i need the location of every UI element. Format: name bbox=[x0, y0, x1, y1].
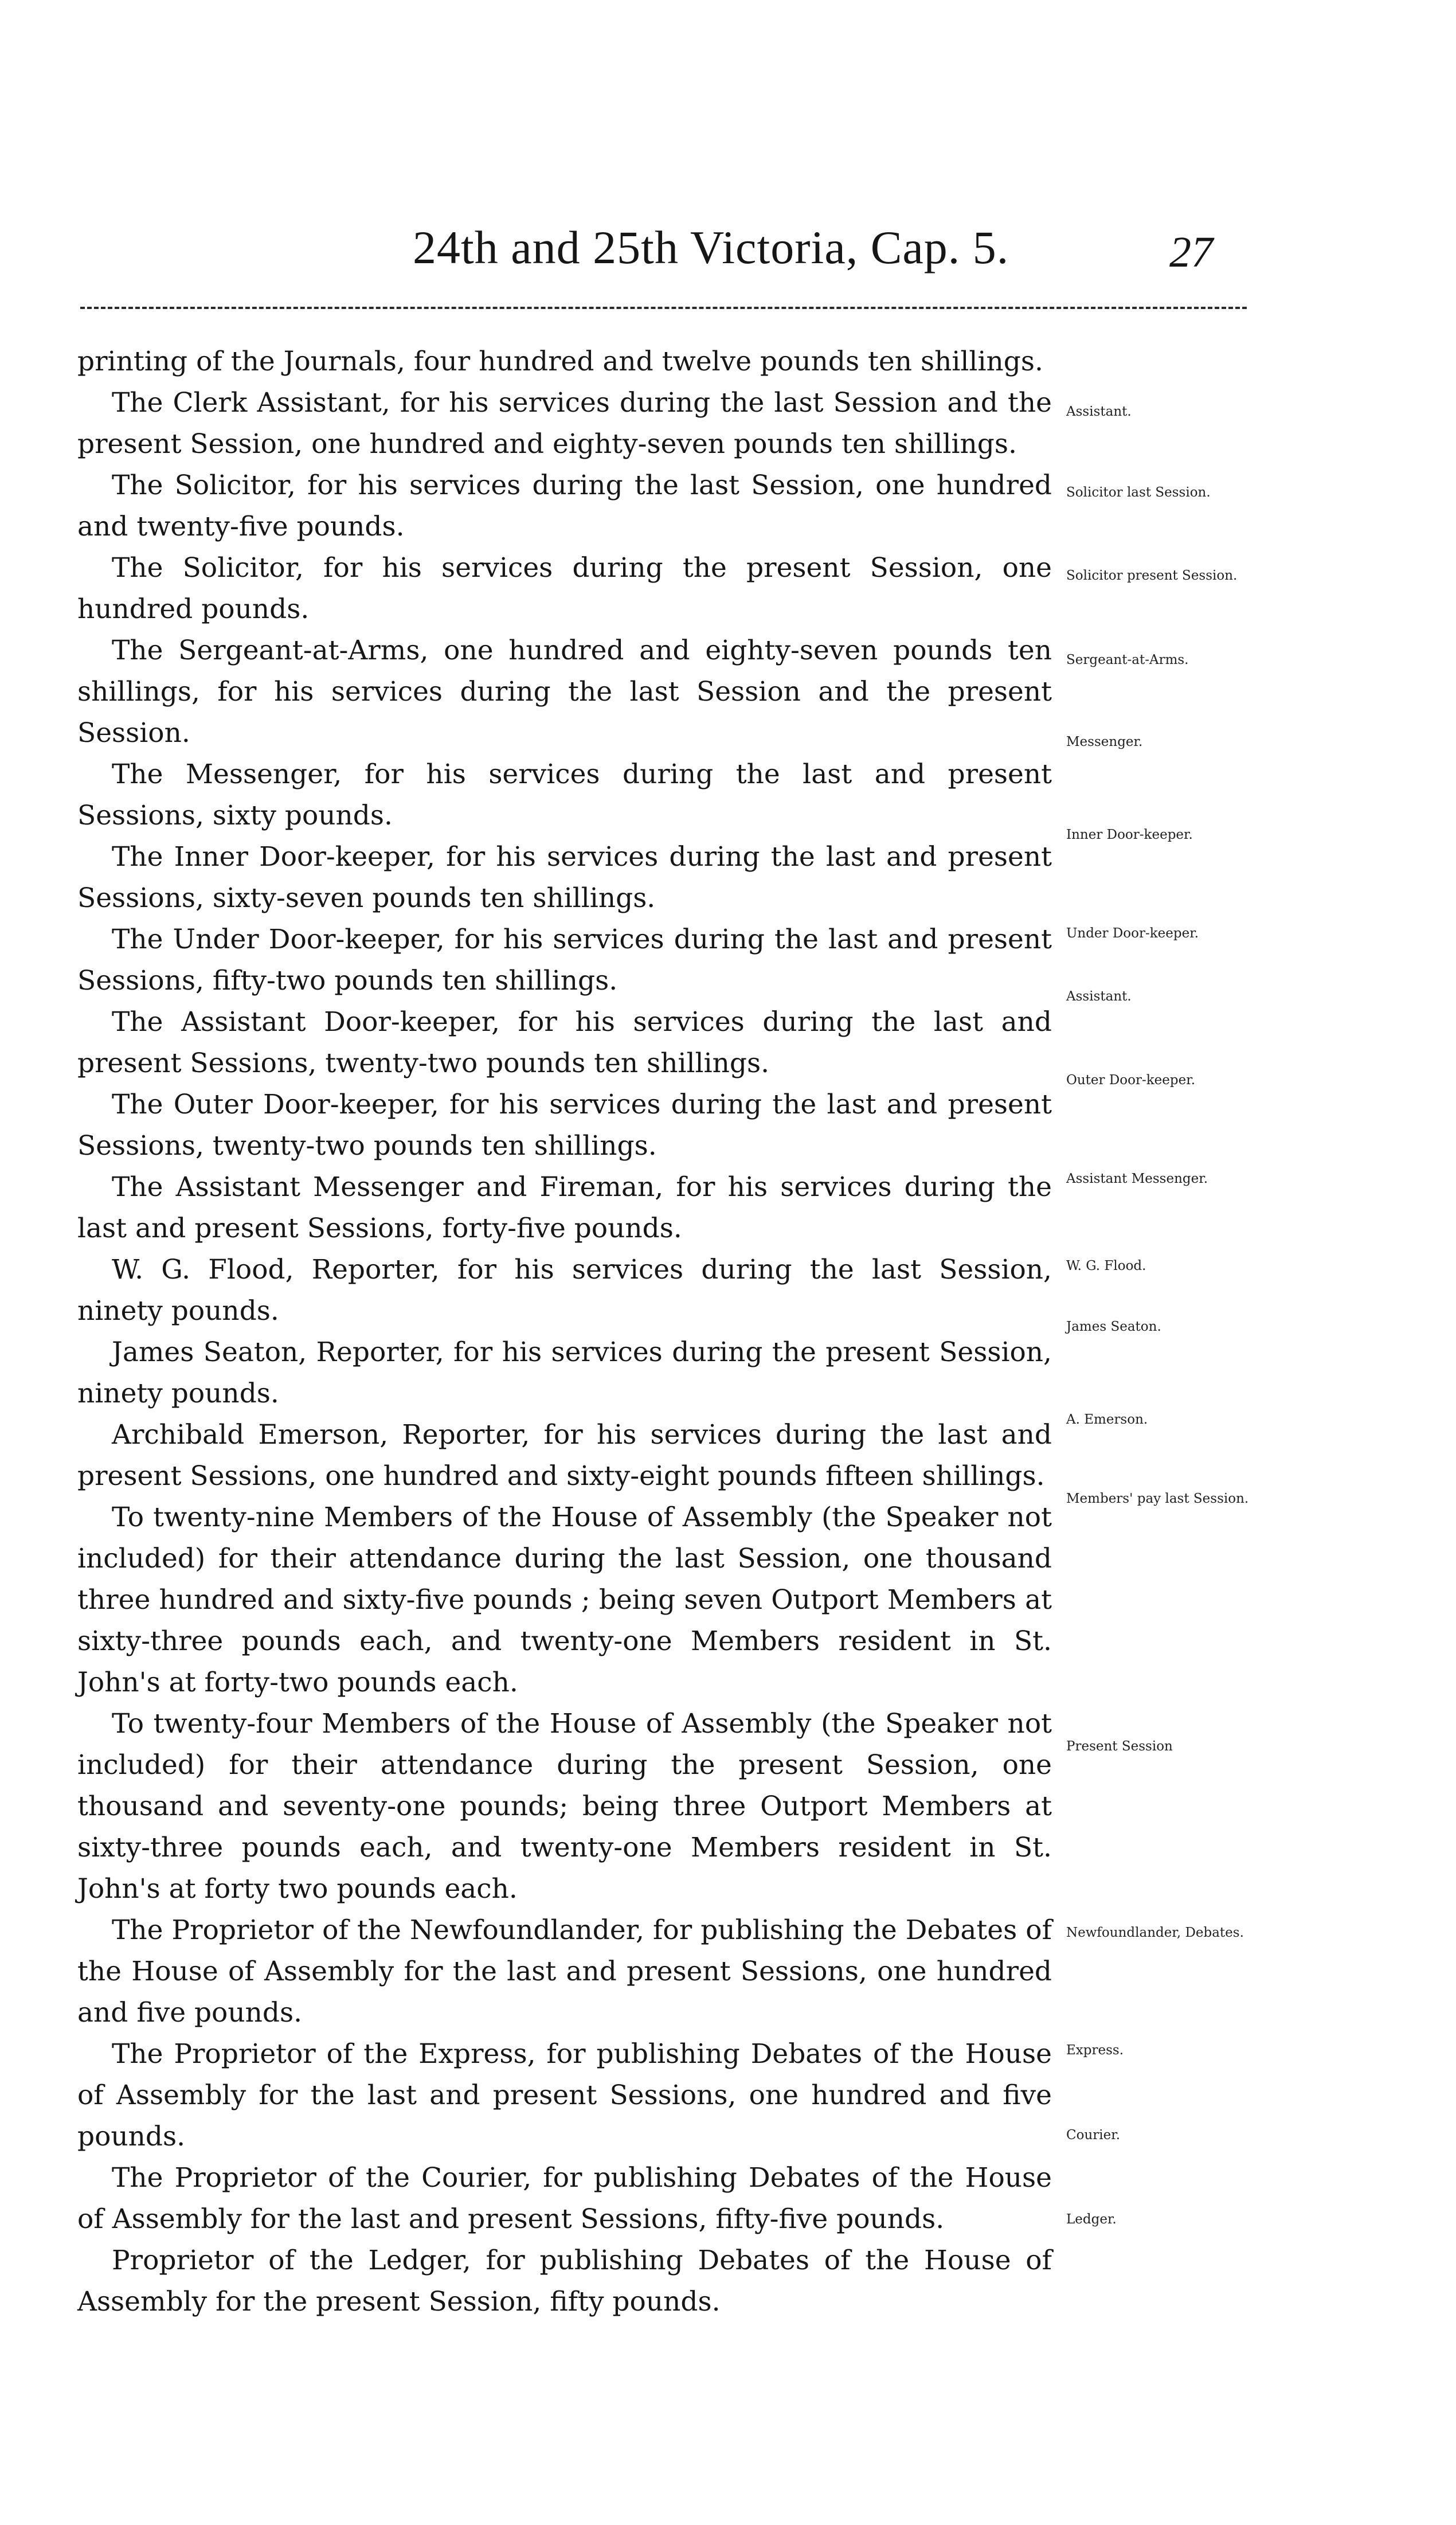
paragraph-seaton: James Seaton, Reporter, for his services during the present Session, ninety pounds. bbox=[77, 1336, 1052, 1409]
margin-note-express: Express. bbox=[1066, 2043, 1124, 2058]
margin-note-seaton: James Seaton. bbox=[1066, 1319, 1161, 1334]
paragraph-solicitor-last: The Solicitor, for his services during the last Session, one hundred and twenty-five pounds. bbox=[77, 470, 1052, 542]
margin-note-sergeant-at-arms: Sergeant-at-Arms. bbox=[1066, 652, 1189, 667]
margin-note-courier: Courier. bbox=[1066, 2128, 1120, 2143]
paragraph-emerson: Archibald Emerson, Reporter, for his services during the last and present Sessions, one hundred and sixty-eight pounds fifteen shillings. bbox=[77, 1419, 1052, 1492]
paragraph-journals: printing of the Journals, four hundred and twelve pounds ten shillings. bbox=[77, 346, 1043, 377]
margin-note-present-session: Present Session bbox=[1066, 1739, 1173, 1754]
paragraph-sergeant-at-arms: The Sergeant-at-Arms, one hundred and eighty-seven pounds ten shillings, for his services during the last Session and the present Session. bbox=[77, 635, 1052, 749]
paragraph-ledger: Proprietor of the Ledger, for publishing Debates of the House of Assembly for the present Session, fifty pounds. bbox=[77, 2245, 1052, 2317]
margin-note-newfoundlander: Newfoundlander, Debates. bbox=[1066, 1925, 1244, 1940]
margin-note-emerson: A. Emerson. bbox=[1066, 1412, 1148, 1427]
margin-note-under-door-keeper: Under Door-keeper. bbox=[1066, 926, 1199, 941]
paragraph-solicitor-present: The Solicitor, for his services during the present Session, one hundred pounds. bbox=[77, 552, 1052, 625]
paragraph-inner-door-keeper: The Inner Door-keeper, for his services during the last and present Sessions, sixty-seven pounds ten shillings. bbox=[77, 841, 1052, 914]
margin-note-flood: W. G. Flood. bbox=[1066, 1258, 1146, 1273]
paragraph-newfoundlander: The Proprietor of the Newfoundlander, for publishing the Debates of the House of Assembly for the last and present Sessions, one hundred and five pounds. bbox=[77, 1914, 1052, 2028]
paragraph-outer-door-keeper: The Outer Door-keeper, for his services during the last and present Sessions, twenty-two pounds ten shillings. bbox=[77, 1089, 1052, 1162]
paragraph-clerk-assistant: The Clerk Assistant, for his services during the last Session and the present Session, one hundred and eighty-seven pounds ten shillings. bbox=[77, 387, 1052, 460]
margin-note-inner-door-keeper: Inner Door-keeper. bbox=[1066, 827, 1193, 842]
paragraph-flood: W. G. Flood, Reporter, for his services during the last Session, ninety pounds. bbox=[77, 1254, 1052, 1327]
paragraph-members-present: To twenty-four Members of the House of Assembly (the Speaker not included) for their attendance during the present Session, one thousand and seventy-one pounds; being three Outport Members at sixty-three pounds each, and twenty-one Members resident in St. John's at forty two pounds each. bbox=[77, 1708, 1052, 1905]
paragraph-courier: The Proprietor of the Courier, for publishing Debates of the House of Assembly for the last and present Sessions, fifty-five pounds. bbox=[77, 2162, 1052, 2235]
margin-note-members-last: Members' pay last Session. bbox=[1066, 1491, 1249, 1506]
margin-note-messenger: Messenger. bbox=[1066, 734, 1143, 749]
paragraph-under-door-keeper: The Under Door-keeper, for his services during the last and present Sessions, fifty-two pounds ten shillings. bbox=[77, 924, 1052, 996]
paragraph-members-last: To twenty-nine Members of the House of Assembly (the Speaker not included) for their attendance during the last Session, one thousand three hundred and sixty-five pounds ; being seven Outport Members at sixty-three pounds each, and twenty-one Members resident in St. John's at forty-two pounds each. bbox=[77, 1502, 1052, 1698]
margin-note-solicitor-present: Solicitor present Session. bbox=[1066, 568, 1238, 583]
paragraph-assistant-door-keeper: The Assistant Door-keeper, for his services during the last and present Sessions, twenty-two pounds ten shillings. bbox=[77, 1006, 1052, 1079]
margin-note-ledger: Ledger. bbox=[1066, 2212, 1117, 2227]
margin-note-assistant-dk: Assistant. bbox=[1066, 989, 1132, 1004]
paragraph-messenger: The Messenger, for his services during the last and present Sessions, sixty pounds. bbox=[77, 759, 1052, 831]
margin-note-solicitor-last: Solicitor last Session. bbox=[1066, 485, 1211, 500]
margin-note-outer-door-keeper: Outer Door-keeper. bbox=[1066, 1073, 1196, 1088]
margin-note-assistant: Assistant. bbox=[1066, 404, 1132, 419]
header-rule bbox=[80, 307, 1247, 309]
page-number: 27 bbox=[1169, 228, 1213, 276]
running-head: 24th and 25th Victoria, Cap. 5. bbox=[413, 221, 1009, 273]
paragraph-express: The Proprietor of the Express, for publishing Debates of the House of Assembly for the last and present Sessions, one hundred and five pounds. bbox=[77, 2038, 1052, 2152]
paragraph-assistant-messenger: The Assistant Messenger and Fireman, for his services during the last and present Sessions, forty-five pounds. bbox=[77, 1171, 1052, 1244]
margin-note-assistant-messenger: Assistant Messenger. bbox=[1066, 1171, 1208, 1186]
body-text bbox=[77, 341, 1052, 2323]
